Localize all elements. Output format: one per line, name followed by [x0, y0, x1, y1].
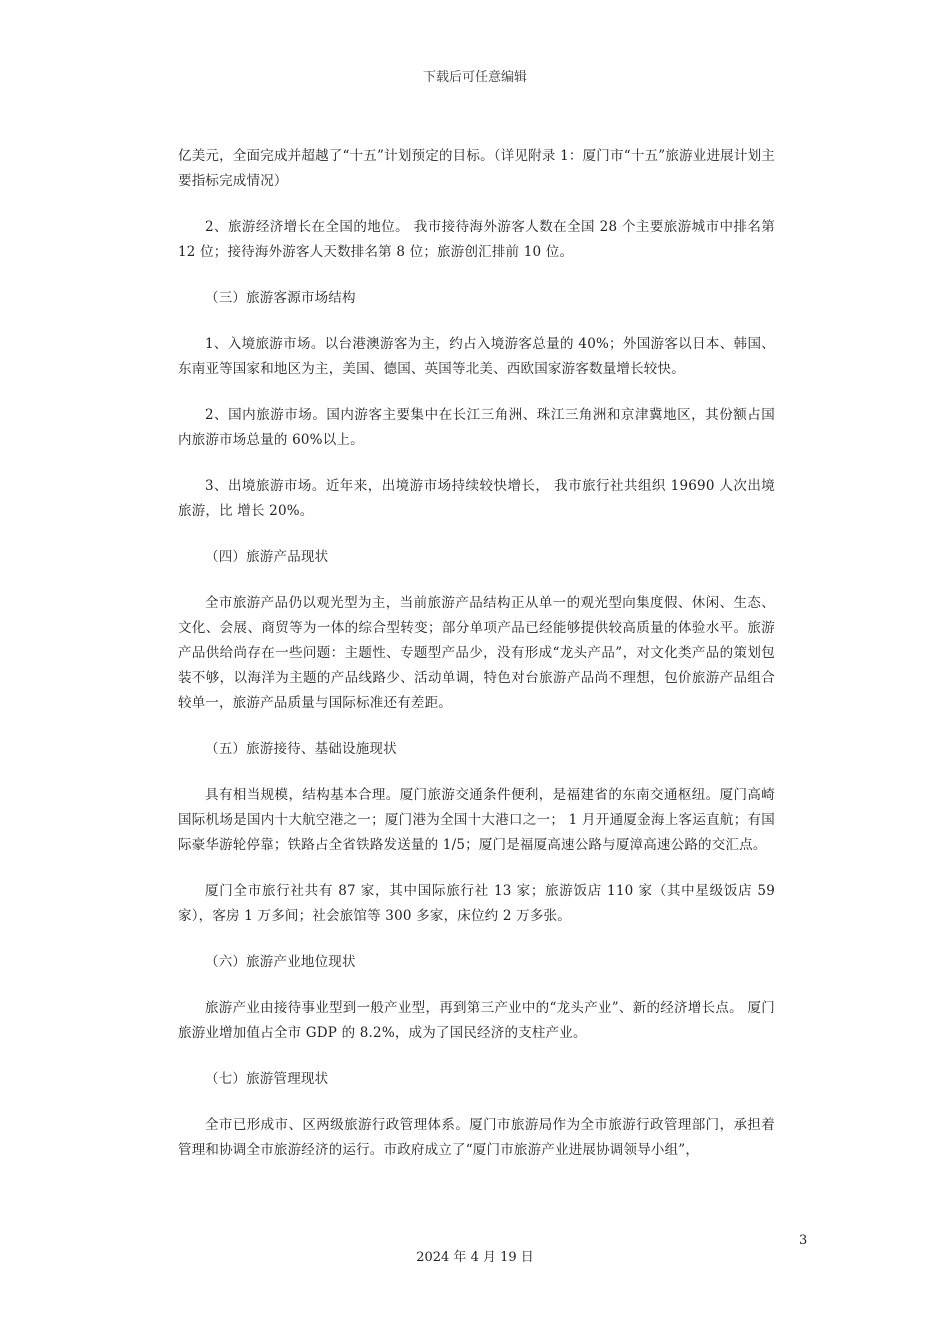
paragraph-transport: 具有相当规模，结构基本合理。厦门旅游交通条件便利，是福建省的东南交通枢纽。厦门高崎国际机场是国内十大航空港之一；厦门港为全国十大港口之一； 1 月开通厦金海上客运直航；有国际豪华游轮停靠；铁路占全省铁路发送量的 1/5；厦门是福厦高速公路与厦漳高速公路的交汇点。 [178, 787, 775, 853]
paragraph-outbound-market: 3、出境旅游市场。近年来，出境游市场持续较快增长， 我市旅行社共组织 19690 人次出境旅游，比 增长 20%。 [178, 478, 775, 519]
footer-date: 2024 年 4 月 19 日 [416, 1250, 534, 1265]
section-heading-infrastructure: （五）旅游接待、基础设施现状 [205, 741, 397, 757]
paragraph-inbound-market: 1、入境旅游市场。以台港澳游客为主，约占入境游客总量的 40%；外国游客以日本、韩国、东南亚等国家和地区为主，美国、德国、英国等北美、西欧国家游客数量增长较快。 [178, 336, 775, 377]
document-body [178, 144, 775, 1184]
paragraph-continuation: 亿美元，全面完成并超越了“十五”计划预定的目标。（详见附录 1：厦门市“十五”旅游业进展计划主要指标完成情况） [178, 148, 775, 189]
section-heading-source-market: （三）旅游客源市场结构 [205, 290, 356, 306]
paragraph-products: 全市旅游产品仍以观光型为主，当前旅游产品结构正从单一的观光型向集度假、休闲、生态、文化、会展、商贸等为一体的综合型转变；部分单项产品已经能够提供较高质量的体验水平。旅游产品供给尚存在一些问题：主题性、专题型产品少，没有形成“龙头产品”，对文化类产品的策划包装不够，以海洋为主题的产品线路少、活动单调，特色对台旅游产品尚不理想，包价旅游产品组合较单一，旅游产品质量与国际标准还有差距。 [178, 595, 775, 711]
section-heading-management: （七）旅游管理现状 [205, 1071, 329, 1087]
section-heading-industry-status: （六）旅游产业地位现状 [205, 954, 356, 970]
section-heading-products: （四）旅游产品现状 [205, 549, 329, 565]
paragraph-tourism-economy-rank: 2、旅游经济增长在全国的地位。 我市接待海外游客人数在全国 28 个主要旅游城市中排名第 12 位；接待海外游客人天数排名第 8 位；旅游创汇排前 10 位。 [178, 219, 775, 260]
page-number: 3 [799, 1233, 808, 1248]
paragraph-domestic-market: 2、国内旅游市场。国内游客主要集中在长江三角洲、珠江三角洲和京津冀地区，其份额占国内旅游市场总量的 60%以上。 [178, 407, 775, 448]
paragraph-management: 全市已形成市、区两级旅游行政管理体系。厦门市旅游局作为全市旅游行政管理部门，承担着管理和协调全市旅游经济的运行。市政府成立了“厦门市旅游产业进展协调领导小组”， [178, 1117, 775, 1158]
paragraph-industry-status: 旅游产业由接待事业型到一般产业型，再到第三产业中的“龙头产业”、新的经济增长点。 厦门旅游业增加值占全市 GDP 的 8.2%，成为了国民经济的支柱产业。 [178, 1000, 775, 1041]
page-header: 下载后可任意编辑 [422, 70, 527, 85]
paragraph-hotels-agencies: 厦门全市旅行社共有 87 家，其中国际旅行社 13 家；旅游饭店 110 家（其中星级饭店 59 家），客房 1 万多间；社会旅馆等 300 多家，床位约 2 万多张。 [178, 883, 775, 924]
